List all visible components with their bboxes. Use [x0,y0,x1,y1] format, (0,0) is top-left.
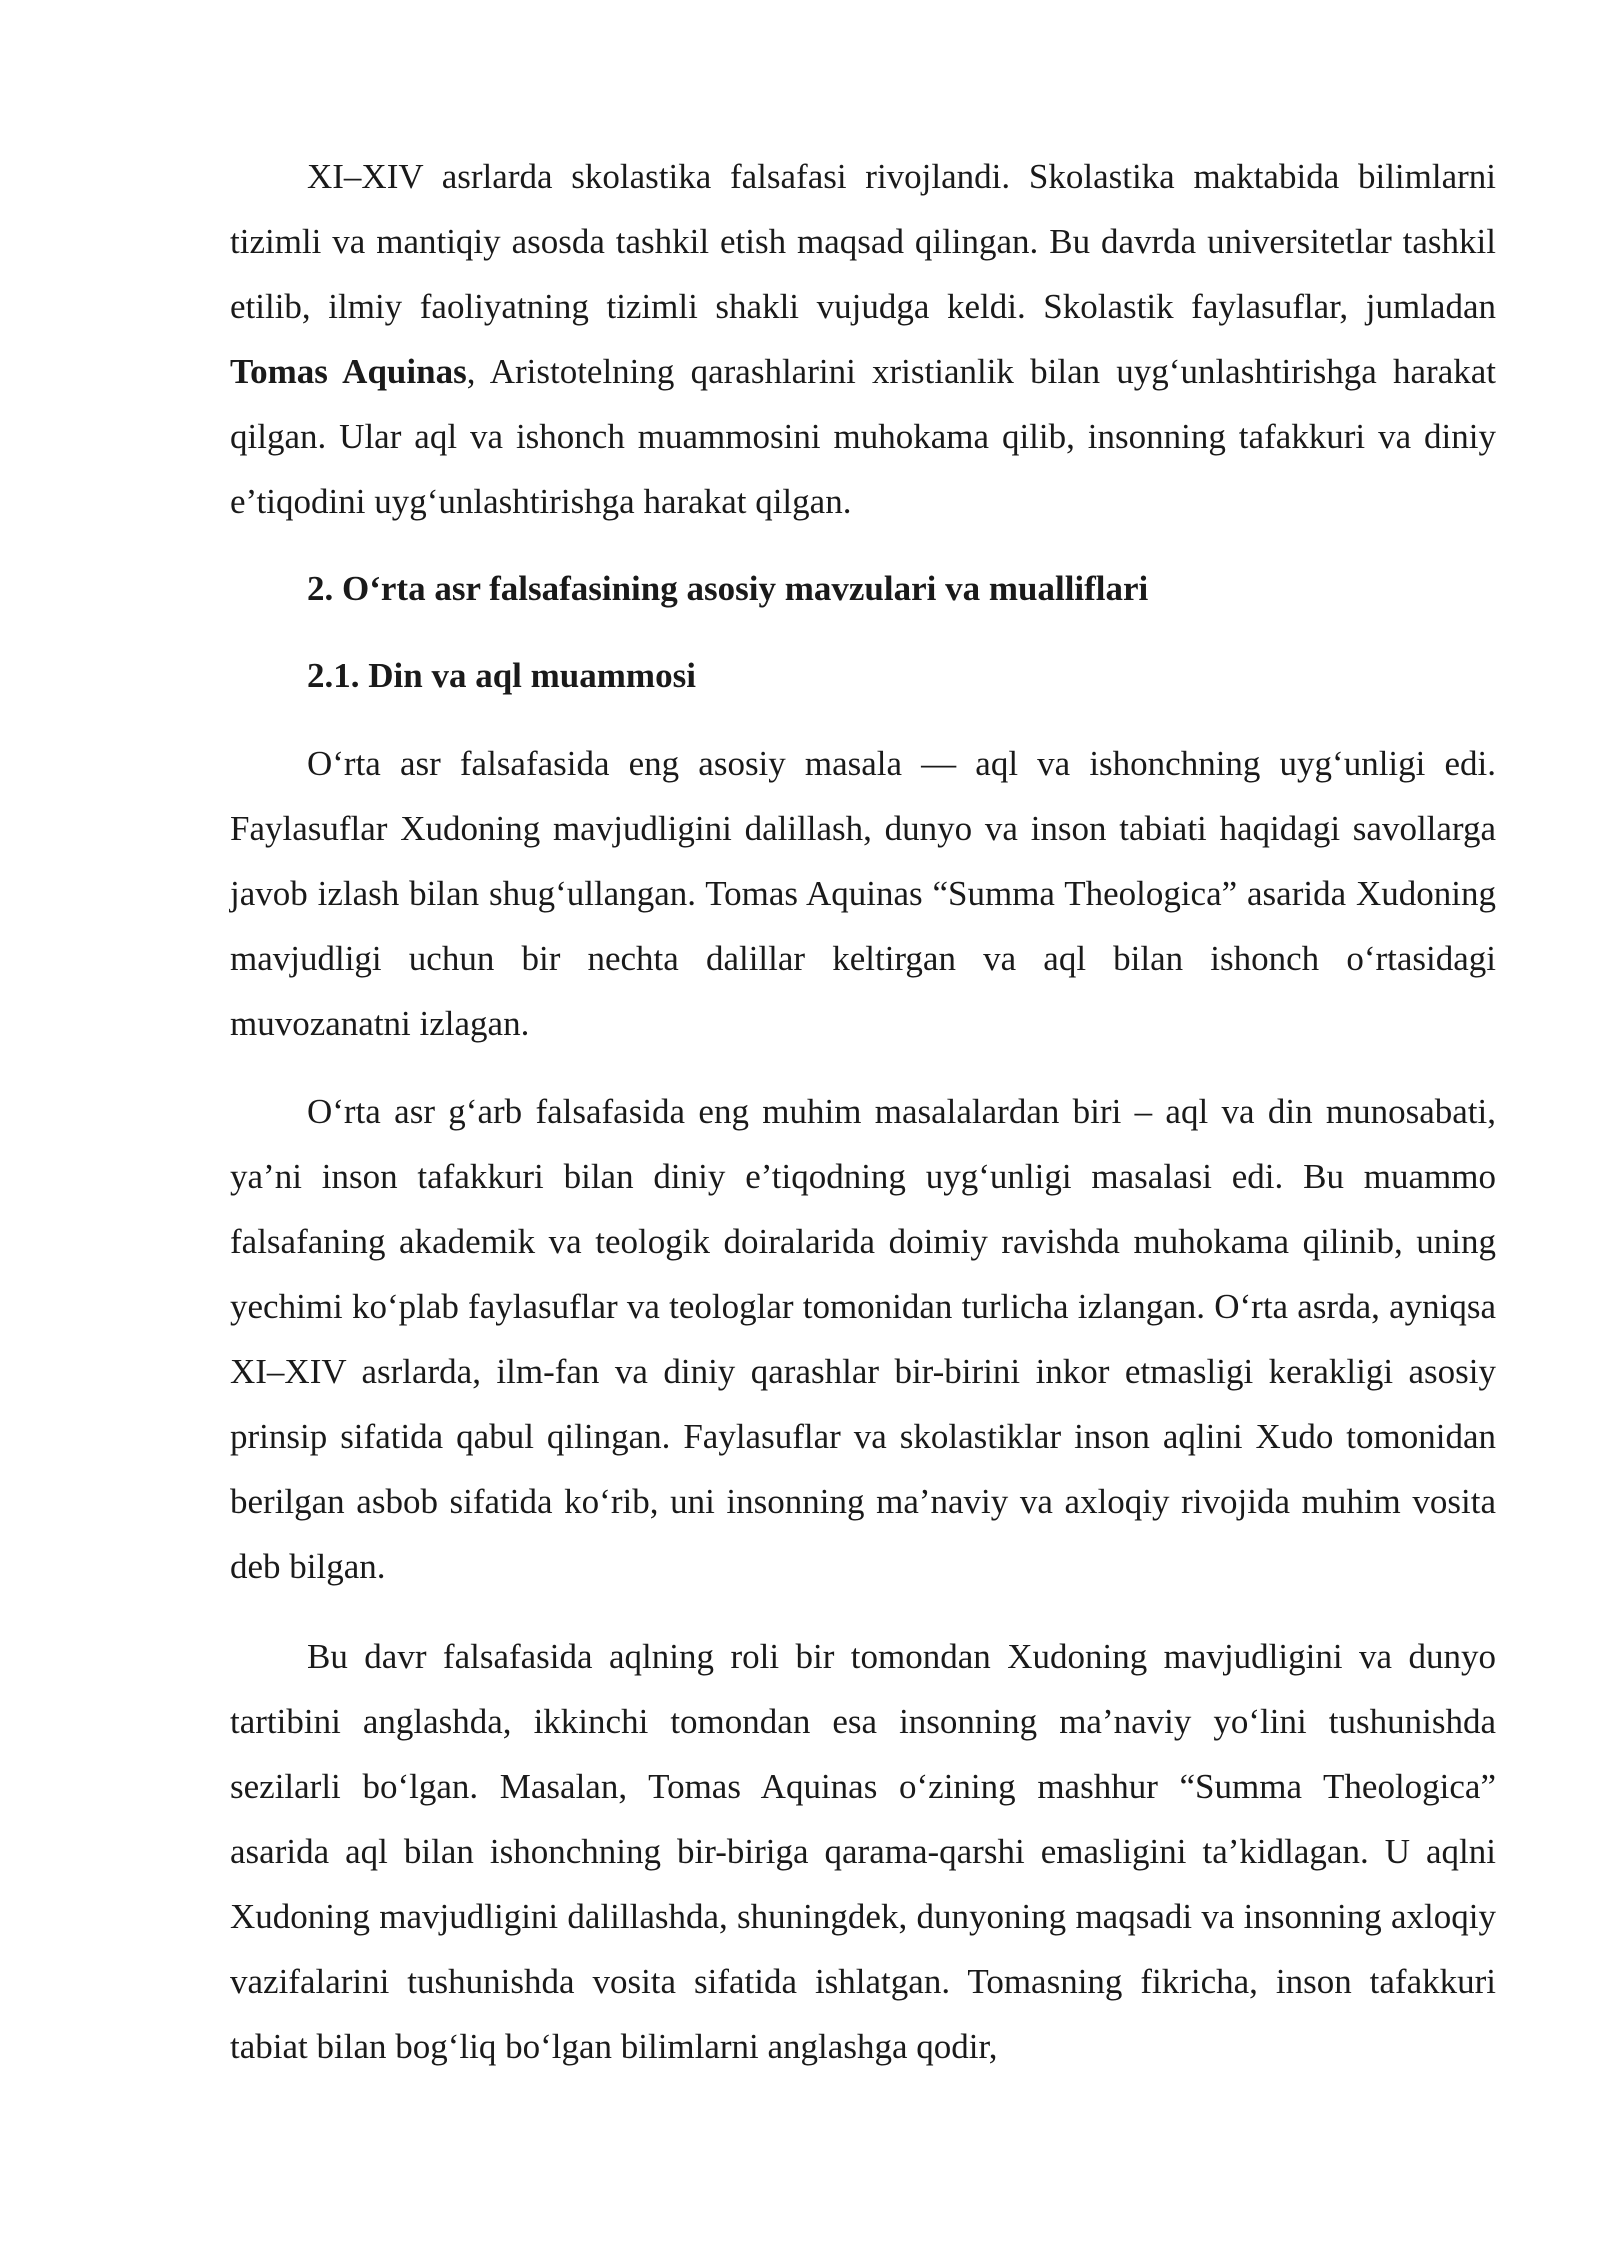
bold-name-tomas-aquinas: Tomas Aquinas [230,352,467,391]
paragraph-text: XI–XIV asrlarda skolastika falsafasi rivojlandi. Skolastika maktabida bilimlarni tizimli va mantiqiy asosda tashkil etish maqsad qilingan. Bu davrda universitetlar tashkil etilib, ilmiy faoliyatning tizimli shakli vujudga keldi. Skolastik faylasuflar, jumladan [230,157,1496,326]
paragraph-role-of-reason: Bu davr falsafasida aqlning roli bir tomondan Xudoning mavjudligini va dunyo tartibini anglashda, ikkinchi tomondan esa insonning ma’naviy yo‘lini tushunishda sezilarli bo‘lgan. Masalan, Tomas Aquinas o‘zining mashhur “Summa Theologica” asarida aql bilan ishonchning bir-biriga qarama-qarshi emasligini ta’kidlagan. U aqlni Xudoning mavjudligini dalillashda, shuningdek, dunyoning maqsadi va insonning axloqiy vazifalarini tushunishda vosita sifatida ishlatgan. Tomasning fikricha, inson tafakkuri tabiat bilan bog‘liq bo‘lgan bilimlarni anglashga qodir, [230,1637,1496,2066]
subsection-heading: 2.1. Din va aql muammosi [307,656,696,695]
paragraph-text: , Aristotelning qarashlarini xristianlik bilan uyg‘unlashtirishga harakat qilgan. Ular aql va ishonch muammosini muhokama qilib, insonning tafakkuri va diniy e’tiqodini uyg‘unlashtirishga harakat qilgan. [230,352,1496,521]
paragraph-reason-religion: O‘rta asr g‘arb falsafasida eng muhim masalalardan biri – aql va din munosabati, ya’ni inson tafakkuri bilan diniy e’tiqodning uyg‘unligi masalasi edi. Bu muammo falsafaning akademik va teologik doiralarida doimiy ravishda muhokama qilinib, uning yechimi ko‘plab faylasuflar va teologlar tomonidan turlicha izlangan. O‘rta asrda, ayniqsa XI–XIV asrlarda, ilm-fan va diniy qarashlar bir-birini inkor etmasligi kerakligi asosiy prinsip sifatida qabul qilingan. Faylasuflar va skolastiklar inson aqlini Xudo tomonidan berilgan asbob sifatida ko‘rib, uni insonning ma’naviy va axloqiy rivojida muhim vosita deb bilgan. [230,1092,1496,1586]
paragraph-faith-reason: O‘rta asr falsafasida eng asosiy masala — aql va ishonchning uyg‘unligi edi. Faylasuflar Xudoning mavjudligini dalillash, dunyo va inson tabiati haqidagi savollarga javob izlash bilan shug‘ullangan. Tomas Aquinas “Summa Theologica” asarida Xudoning mavjudligi uchun bir nechta dalillar keltirgan va aql bilan ishonch o‘rtasidagi muvozanatni izlagan. [230,744,1496,1043]
section-heading: 2. O‘rta asr falsafasining asosiy mavzulari va mualliflari [307,569,1149,608]
paragraph-scholasticism [230,144,1496,534]
